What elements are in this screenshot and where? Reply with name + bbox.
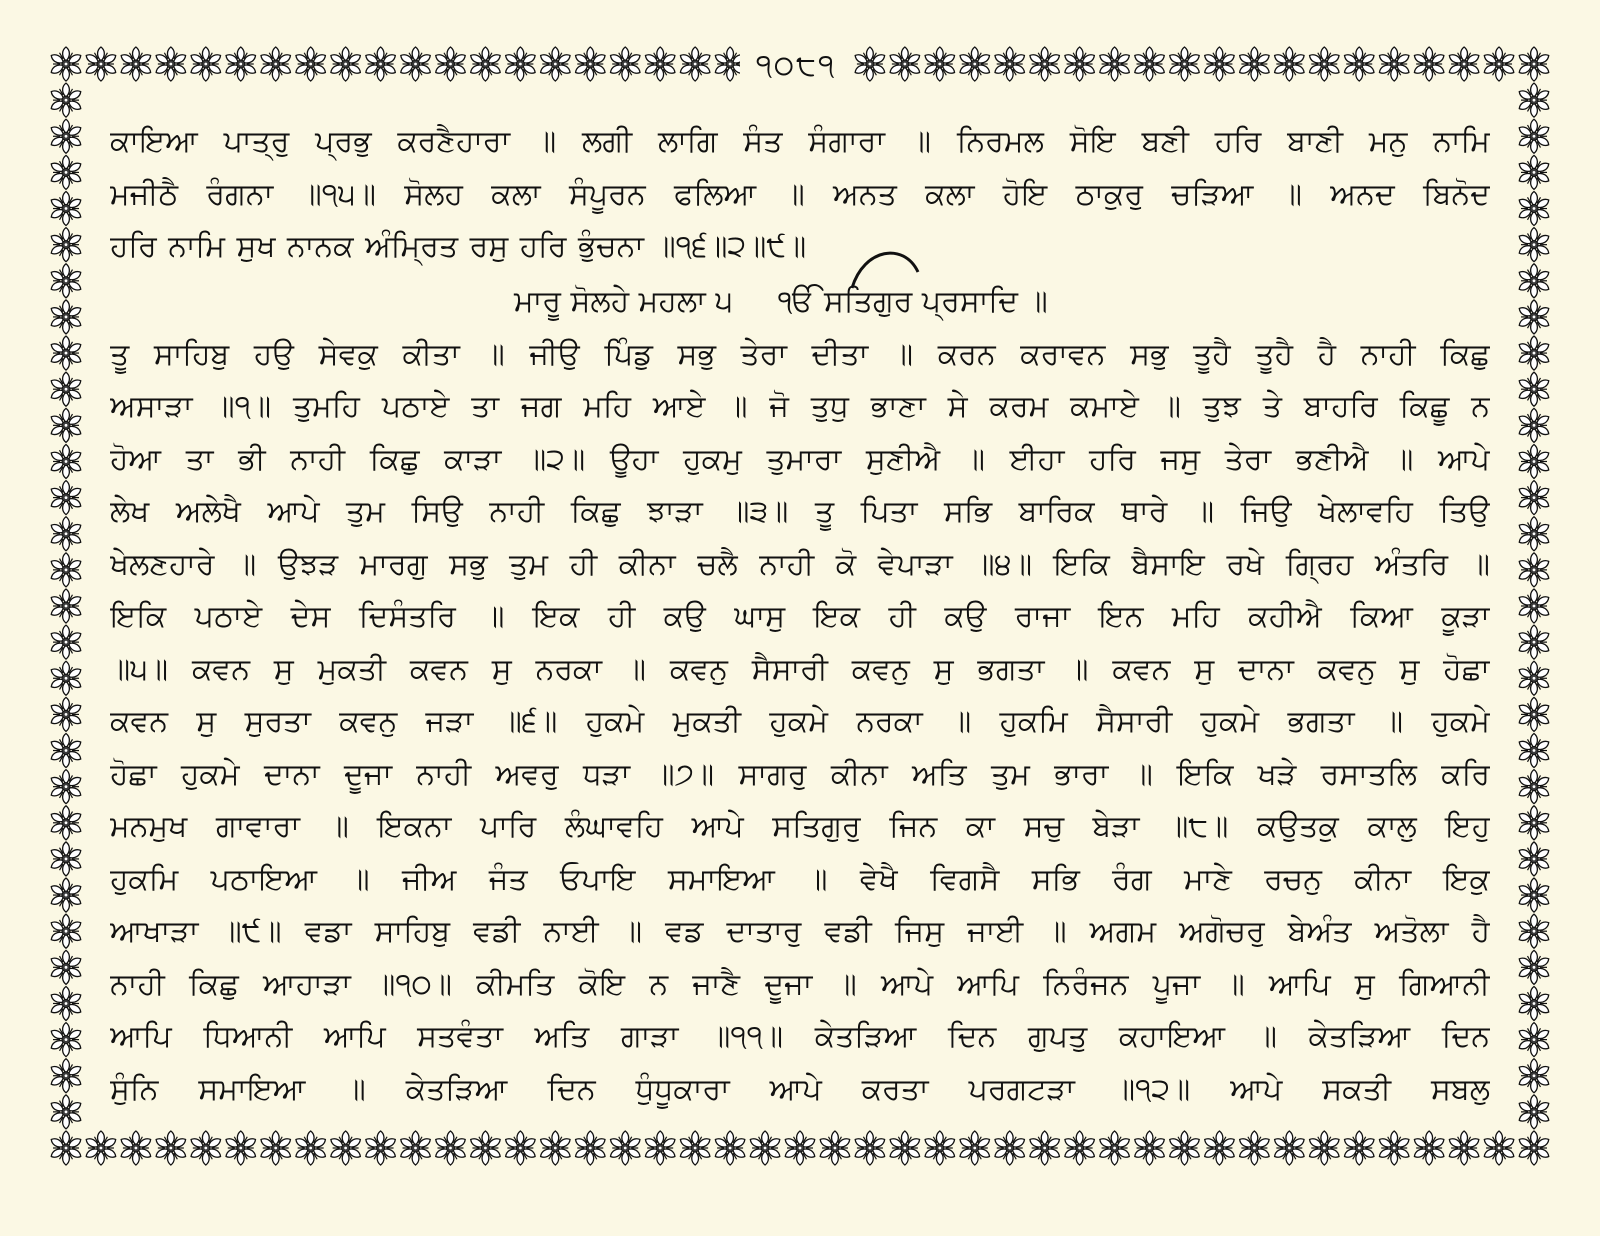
six-petal-flower-icon [1098, 1131, 1131, 1165]
six-petal-flower-icon [1483, 47, 1516, 81]
six-petal-flower-icon [1518, 986, 1551, 1020]
six-petal-flower-icon [1063, 1131, 1096, 1165]
six-petal-flower-icon [1308, 47, 1341, 81]
six-petal-flower-icon [1273, 1131, 1306, 1165]
six-petal-flower-icon [1518, 336, 1551, 370]
six-petal-flower-icon [888, 1131, 921, 1165]
six-petal-flower-icon [1518, 155, 1551, 189]
six-petal-flower-icon [50, 950, 83, 984]
six-petal-flower-icon [399, 1131, 432, 1165]
six-petal-flower-icon [50, 83, 83, 117]
text-line: ਆਪਿ ਧਿਆਨੀ ਆਪਿ ਸਤਵੰਤਾ ਅਤਿ ਗਾੜਾ ॥੧੧॥ ਕੇਤੜਿਆ ਦਿਨ ਗੁਪਤੁ ਕਹਾਇਆ ॥ ਕੇਤੜਿਆ ਦਿਨ [110, 1019, 1490, 1054]
six-petal-flower-icon [958, 47, 991, 81]
six-petal-flower-icon [993, 1131, 1026, 1165]
six-petal-flower-icon [189, 1131, 222, 1165]
six-petal-flower-icon [714, 1131, 747, 1165]
six-petal-flower-icon [50, 770, 83, 804]
text-line: ॥੫॥ ਕਵਨ ਸੁ ਮੁਕਤੀ ਕਵਨ ਸੁ ਨਰਕਾ ॥ ਕਵਨੁ ਸੈਸਾਰੀ ਕਵਨੁ ਸੁ ਭਗਤਾ ॥ ਕਵਨ ਸੁ ਦਾਨਾ ਕਵਨੁ ਸੁ ਹੋਛਾ [110, 651, 1490, 687]
six-petal-flower-icon [1518, 372, 1551, 406]
six-petal-flower-icon [294, 1131, 327, 1165]
six-petal-flower-icon [539, 47, 572, 81]
six-petal-flower-icon [50, 444, 83, 478]
six-petal-flower-icon [1518, 842, 1551, 876]
text-line: ਕਾਇਆ ਪਾਤ੍ਰੁ ਪ੍ਰਭੁ ਕਰਣੈਹਾਰਾ ॥ ਲਗੀ ਲਾਗਿ ਸੰਤ ਸੰਗਾਰਾ ॥ ਨਿਰਮਲ ਸੋਇ ਬਣੀ ਹਰਿ ਬਾਣੀ ਮਨੁ ਨਾਮਿ [110, 124, 1490, 159]
six-petal-flower-icon [50, 481, 83, 515]
six-petal-flower-icon [50, 842, 83, 876]
text-line: ਆਖਾੜਾ ॥੯॥ ਵਡਾ ਸਾਹਿਬੁ ਵਡੀ ਨਾਈ ॥ ਵਡ ਦਾਤਾਰੁ ਵਡੀ ਜਿਸੁ ਜਾਈ ॥ ਅਗਮ ਅਗੋਚਰੁ ਬੇਅੰਤ ਅਤੋਲਾ ਹੈ [110, 914, 1490, 949]
six-petal-flower-icon [504, 47, 537, 81]
six-petal-flower-icon [1238, 1131, 1271, 1165]
six-petal-flower-icon [853, 1131, 886, 1165]
six-petal-flower-icon [50, 734, 83, 768]
six-petal-flower-icon [50, 228, 83, 262]
six-petal-flower-icon [819, 1131, 852, 1165]
six-petal-flower-icon [574, 1131, 607, 1165]
six-petal-flower-icon [1518, 770, 1551, 804]
six-petal-flower-icon [329, 1131, 362, 1165]
six-petal-flower-icon [993, 47, 1026, 81]
six-petal-flower-icon [399, 47, 432, 81]
six-petal-flower-icon [1238, 47, 1271, 81]
six-petal-flower-icon [1518, 734, 1551, 768]
six-petal-flower-icon [50, 914, 83, 948]
six-petal-flower-icon [434, 1131, 467, 1165]
six-petal-flower-icon [50, 553, 83, 587]
six-petal-flower-icon [1518, 878, 1551, 912]
six-petal-flower-icon [224, 1131, 257, 1165]
six-petal-flower-icon [1518, 1095, 1551, 1129]
text-line: ਤੂ ਸਾਹਿਬੁ ਹਉ ਸੇਵਕੁ ਕੀਤਾ ॥ ਜੀਉ ਪਿੰਡੁ ਸਭੁ ਤੇਰਾ ਦੀਤਾ ॥ ਕਰਨ ਕਰਾਵਨ ਸਭੁ ਤੂਹੈ ਤੂਹੈ ਹੈ ਨਾਹੀ ਕਿਛੁ [110, 336, 1490, 372]
text-line: ਮਨਮੁਖ ਗਾਵਾਰਾ ॥ ਇਕਨਾ ਪਾਰਿ ਲੰਘਾਵਹਿ ਆਪੇ ਸਤਿਗੁਰੁ ਜਿਨ ਕਾ ਸਚੁ ਬੇੜਾ ॥੮॥ ਕਉਤਕੁ ਕਾਲੁ ਇਹੁ [110, 809, 1490, 844]
six-petal-flower-icon [1518, 625, 1551, 659]
six-petal-flower-icon [1518, 1023, 1551, 1057]
six-petal-flower-icon [1343, 1131, 1376, 1165]
six-petal-flower-icon [50, 1059, 83, 1093]
text-line: ਮਜੀਠੈ ਰੰਗਨਾ ॥੧੫॥ ਸੋਲਹ ਕਲਾ ਸੰਪੂਰਨ ਫਲਿਆ ॥ ਅਨਤ ਕਲਾ ਹੋਇ ਠਾਕੁਰੁ ਚੜਿਆ ॥ ਅਨਦ ਬਿਨੋਦ [110, 176, 1490, 212]
six-petal-flower-icon [1098, 47, 1131, 81]
six-petal-flower-icon [539, 1131, 572, 1165]
text-line: ਇਕਿ ਪਠਾਏ ਦੇਸ ਦਿਸੰਤਰਿ ॥ ਇਕ ਹੀ ਕਉ ਘਾਸੁ ਇਕ ਹੀ ਕਉ ਰਾਜਾ ਇਨ ਮਹਿ ਕਹੀਐ ਕਿਆ ਕੂੜਾ [110, 599, 1490, 634]
six-petal-flower-icon [50, 697, 83, 731]
six-petal-flower-icon [1518, 806, 1551, 840]
six-petal-flower-icon [1518, 1059, 1551, 1093]
six-petal-flower-icon [50, 264, 83, 298]
six-petal-flower-icon [224, 47, 257, 81]
six-petal-flower-icon [923, 47, 956, 81]
raag-heading: ਮਾਰੂ ਸੋਲਹੇ ਮਹਲਾ ੫ [514, 283, 733, 319]
six-petal-flower-icon [1203, 47, 1236, 81]
six-petal-flower-icon [958, 1131, 991, 1165]
text-line: ਨਾਹੀ ਕਿਛੁ ਆਹਾੜਾ ॥੧੦॥ ਕੀਮਤਿ ਕੋਇ ਨ ਜਾਣੈ ਦੂਜਾ ॥ ਆਪੇ ਆਪਿ ਨਿਰੰਜਨ ਪੂਜਾ ॥ ਆਪਿ ਸੁ ਗਿਆਨੀ [110, 966, 1490, 1002]
six-petal-flower-icon [1413, 1131, 1446, 1165]
six-petal-flower-icon [1518, 47, 1551, 81]
text-block [110, 116, 1490, 1116]
six-petal-flower-icon [469, 47, 502, 81]
six-petal-flower-icon [50, 155, 83, 189]
text-line: ਹੋਛਾ ਹੁਕਮੇ ਦਾਨਾ ਦੂਜਾ ਨਾਹੀ ਅਵਰੁ ਧੜਾ ॥੭॥ ਸਾਗਰੁ ਕੀਨਾ ਅਤਿ ਤੁਮ ਭਾਰਾ ॥ ਇਕਿ ਖੜੇ ਰਸਾਤਲਿ ਕਰਿ [110, 756, 1490, 792]
six-petal-flower-icon [644, 1131, 677, 1165]
text-line: ਹੋਆ ਤਾ ਭੀ ਨਾਹੀ ਕਿਛੁ ਕਾੜਾ ॥੨॥ ਊਹਾ ਹੁਕਮੁ ਤੁਮਾਰਾ ਸੁਣੀਐ ॥ ਈਹਾ ਹਰਿ ਜਸੁ ਤੇਰਾ ਭਣੀਐ ॥ ਆਪੇ [110, 441, 1490, 477]
six-petal-flower-icon [504, 1131, 537, 1165]
six-petal-flower-icon [1518, 264, 1551, 298]
six-petal-flower-icon [50, 806, 83, 840]
six-petal-flower-icon [154, 1131, 187, 1165]
six-petal-flower-icon [119, 47, 152, 81]
six-petal-flower-icon [1308, 1131, 1341, 1165]
six-petal-flower-icon [1028, 47, 1061, 81]
six-petal-flower-icon [50, 589, 83, 623]
text-line: ਖੇਲਣਹਾਰੇ ॥ ਉਝੜ ਮਾਰਗੁ ਸਭੁ ਤੁਮ ਹੀ ਕੀਨਾ ਚਲੈ ਨਾਹੀ ਕੋ ਵੇਪਾੜਾ ॥੪॥ ਇਕਿ ਬੈਸਾਇ ਰਖੇ ਗ੍ਰਿਹ ਅੰਤਰਿ ॥ [110, 546, 1490, 582]
six-petal-flower-icon [259, 1131, 292, 1165]
text-line: ਹਰਿ ਨਾਮਿ ਸੁਖ ਨਾਨਕ ਅੰਮ੍ਰਿਤ ਰਸੁ ਹਰਿ ਭੁੰਚਨਾ ॥੧੬॥੨॥੯॥ [110, 229, 807, 264]
section-heading [110, 274, 1490, 329]
six-petal-flower-icon [50, 372, 83, 406]
six-petal-flower-icon [189, 47, 222, 81]
six-petal-flower-icon [50, 119, 83, 153]
six-petal-flower-icon [259, 47, 292, 81]
six-petal-flower-icon [1518, 553, 1551, 587]
six-petal-flower-icon [364, 47, 397, 81]
six-petal-flower-icon [1518, 444, 1551, 478]
six-petal-flower-icon [85, 47, 118, 81]
six-petal-flower-icon [154, 47, 187, 81]
six-petal-flower-icon [329, 47, 362, 81]
six-petal-flower-icon [50, 408, 83, 442]
six-petal-flower-icon [294, 47, 327, 81]
six-petal-flower-icon [1518, 589, 1551, 623]
mool-mantar-heading: ੴ ਸਤਿਗੁਰ ਪ੍ਰਸਾਦਿ ॥ [778, 283, 1048, 319]
six-petal-flower-icon [923, 1131, 956, 1165]
six-petal-flower-icon [1448, 47, 1481, 81]
six-petal-flower-icon [50, 986, 83, 1020]
six-petal-flower-icon [364, 1131, 397, 1165]
six-petal-flower-icon [469, 1131, 502, 1165]
six-petal-flower-icon [644, 47, 677, 81]
text-line: ਲੇਖ ਅਲੇਖੈ ਆਪੇ ਤੁਮ ਸਿਉ ਨਾਹੀ ਕਿਛੁ ਝਾੜਾ ॥੩॥ ਤੂ ਪਿਤਾ ਸਭਿ ਬਾਰਿਕ ਥਾਰੇ ॥ ਜਿਉ ਖੇਲਾਵਹਿ ਤਿਉ [110, 494, 1490, 529]
six-petal-flower-icon [1518, 950, 1551, 984]
six-petal-flower-icon [1133, 47, 1166, 81]
six-petal-flower-icon [1273, 47, 1306, 81]
six-petal-flower-icon [50, 47, 83, 81]
six-petal-flower-icon [50, 1095, 83, 1129]
six-petal-flower-icon [1378, 47, 1411, 81]
six-petal-flower-icon [1168, 1131, 1201, 1165]
six-petal-flower-icon [1518, 661, 1551, 695]
page-number: ੧੦੮੧ [740, 44, 852, 88]
six-petal-flower-icon [1518, 228, 1551, 262]
six-petal-flower-icon [1378, 1131, 1411, 1165]
six-petal-flower-icon [679, 47, 712, 81]
six-petal-flower-icon [1518, 697, 1551, 731]
six-petal-flower-icon [609, 1131, 642, 1165]
six-petal-flower-icon [1133, 1131, 1166, 1165]
six-petal-flower-icon [1518, 1131, 1551, 1165]
six-petal-flower-icon [1168, 47, 1201, 81]
six-petal-flower-icon [1343, 47, 1376, 81]
six-petal-flower-icon [574, 47, 607, 81]
text-line: ਹੁਕਮਿ ਪਠਾਇਆ ॥ ਜੀਅ ਜੰਤ ਓਪਾਇ ਸਮਾਇਆ ॥ ਵੇਖੈ ਵਿਗਸੈ ਸਭਿ ਰੰਗ ਮਾਣੇ ਰਚਨੁ ਕੀਨਾ ਇਕੁ [110, 861, 1490, 897]
six-petal-flower-icon [119, 1131, 152, 1165]
six-petal-flower-icon [1518, 914, 1551, 948]
six-petal-flower-icon [609, 47, 642, 81]
six-petal-flower-icon [784, 1131, 817, 1165]
six-petal-flower-icon [1518, 481, 1551, 515]
six-petal-flower-icon [1518, 517, 1551, 551]
six-petal-flower-icon [50, 300, 83, 334]
six-petal-flower-icon [1063, 47, 1096, 81]
six-petal-flower-icon [1203, 1131, 1236, 1165]
six-petal-flower-icon [50, 661, 83, 695]
six-petal-flower-icon [50, 878, 83, 912]
six-petal-flower-icon [50, 192, 83, 226]
six-petal-flower-icon [1518, 408, 1551, 442]
six-petal-flower-icon [679, 1131, 712, 1165]
six-petal-flower-icon [50, 336, 83, 370]
six-petal-flower-icon [1028, 1131, 1061, 1165]
six-petal-flower-icon [50, 1131, 83, 1165]
text-line: ਸੁੰਨਿ ਸਮਾਇਆ ॥ ਕੇਤੜਿਆ ਦਿਨ ਧੁੰਧੂਕਾਰਾ ਆਪੇ ਕਰਤਾ ਪਰਗਟੜਾ ॥੧੨॥ ਆਪੇ ਸਕਤੀ ਸਬਲੁ [110, 1071, 1490, 1107]
six-petal-flower-icon [50, 517, 83, 551]
six-petal-flower-icon [85, 1131, 118, 1165]
six-petal-flower-icon [1518, 300, 1551, 334]
six-petal-flower-icon [888, 47, 921, 81]
text-line: ਕਵਨ ਸੁ ਸੁਰਤਾ ਕਵਨੁ ਜੜਾ ॥੬॥ ਹੁਕਮੇ ਮੁਕਤੀ ਹੁਕਮੇ ਨਰਕਾ ॥ ਹੁਕਮਿ ਸੈਸਾਰੀ ਹੁਕਮੇ ਭਗਤਾ ॥ ਹੁਕਮੇ [110, 704, 1490, 739]
six-petal-flower-icon [1483, 1131, 1516, 1165]
six-petal-flower-icon [1518, 119, 1551, 153]
six-petal-flower-icon [1518, 192, 1551, 226]
six-petal-flower-icon [1448, 1131, 1481, 1165]
six-petal-flower-icon [1413, 47, 1446, 81]
six-petal-flower-icon [853, 47, 886, 81]
six-petal-flower-icon [50, 1023, 83, 1057]
six-petal-flower-icon [1518, 83, 1551, 117]
six-petal-flower-icon [749, 1131, 782, 1165]
six-petal-flower-icon [434, 47, 467, 81]
six-petal-flower-icon [50, 625, 83, 659]
text-line: ਅਸਾੜਾ ॥੧॥ ਤੁਮਹਿ ਪਠਾਏ ਤਾ ਜਗ ਮਹਿ ਆਏ ॥ ਜੋ ਤੁਧੁ ਭਾਣਾ ਸੇ ਕਰਮ ਕਮਾਏ ॥ ਤੁਝ ਤੇ ਬਾਹਰਿ ਕਿਛੂ ਨ [110, 389, 1490, 424]
